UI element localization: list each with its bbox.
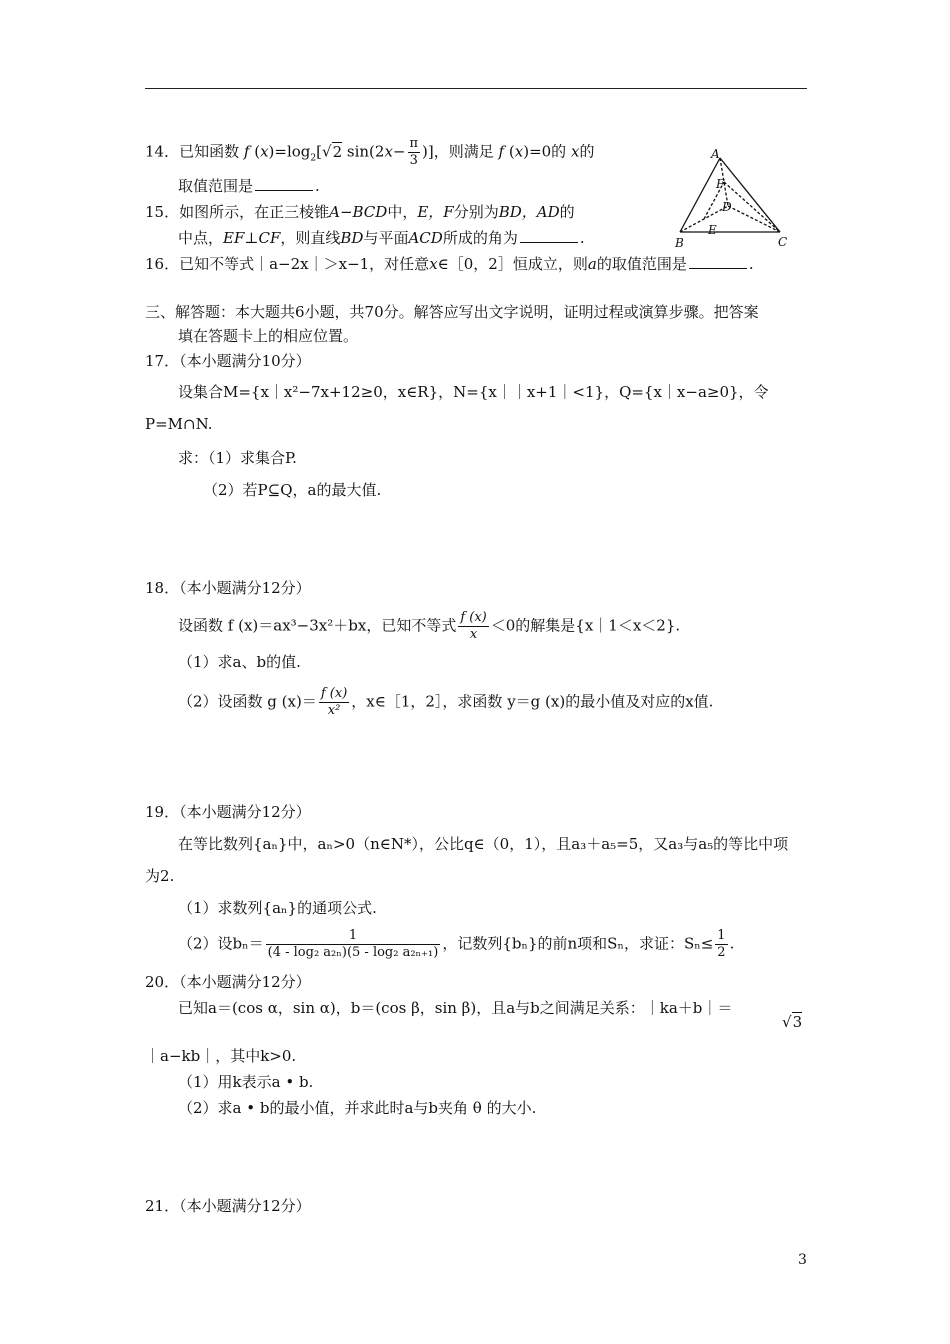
q20-line4: （2）求a • b的最小值，并求此时a与b夹角 θ 的大小. xyxy=(178,1099,537,1117)
answer-blank xyxy=(689,254,747,269)
section3-line1: 三、解答题：本大题共6小题，共70分。解答应写出文字说明，证明过程或演算步骤。把答案 xyxy=(145,303,759,321)
q17-line2: P=M∩N. xyxy=(145,415,213,433)
header-rule xyxy=(145,88,807,89)
label-b: B xyxy=(675,236,684,250)
answer-blank xyxy=(520,228,578,243)
q18-line1: 设函数 f (x)＝ax³−3x²＋bx，已知不等式 $\frac{f (x)}{x}$ ＜0的解集是{x｜1＜x＜2}. xyxy=(178,610,681,642)
q19-head: 19．（本小题满分12分） xyxy=(145,803,311,821)
edge-cd xyxy=(728,206,780,232)
q20-head: 20．（本小题满分12分） xyxy=(145,973,311,991)
label-d: D xyxy=(722,200,732,214)
q19-line2: 为2. xyxy=(145,867,175,885)
q18-line2: （1）求a、b的值. xyxy=(178,653,301,671)
pyramid-figure xyxy=(670,148,800,258)
q17-line3: 求：（1）求集合P. xyxy=(178,449,297,467)
f-over-x-squared: $\frac{f (x)}{\text{x²}}$ xyxy=(320,686,348,718)
bn-fraction: $\frac{1}{\text{(4 - log₂ a₂ₙ)(5 - log₂ a₂ₙ₊₁)}}$ xyxy=(267,928,439,960)
q20-line3: （1）用k表示a • b. xyxy=(178,1073,314,1091)
q19-line3: （1）求数列{aₙ}的通项公式. xyxy=(178,899,377,917)
q19-line1: 在等比数列{aₙ}中，aₙ>0（n∈N*），公比q∈（0，1），且a₃＋a₅=5，又a₃与a₅的等比中项 xyxy=(178,835,789,853)
q18-line3: （2）设函数 g (x)＝ $\frac{f (x)}{\text{x²}}$ ，x∈［1，2］，求函数 y＝g (x)的最小值及对应的x值. xyxy=(178,686,714,718)
q14-line1: 14．已知函数 f $(x)=\log_2[√2$ sin(2x− $\frac{\pi}{3}$ )]，则满足 f (x)=0的 x的 xyxy=(145,136,595,168)
q17-line4: （2）若P⊆Q，a的最大值. xyxy=(203,481,382,499)
q18-head: 18．（本小题满分12分） xyxy=(145,579,311,597)
q17-head: 17．（本小题满分10分） xyxy=(145,352,311,370)
label-a: A xyxy=(711,148,720,161)
q15-line2: 中点，EF⊥CF，则直线BD与平面ACD所成的角为 . xyxy=(178,229,585,247)
q20-line2: ｜a−kb｜，其中k>0. xyxy=(145,1047,297,1065)
q14-line2: 取值范围是 . xyxy=(178,177,320,195)
section3-line2: 填在答题卡上的相应位置。 xyxy=(178,327,359,345)
q20-sqrt3: √3 xyxy=(782,1013,803,1031)
q17-line1: 设集合M={x｜x²−7x+12≥0，x∈R}，N={x｜｜x+1｜<1}，Q={x｜x−a≥0}，令 xyxy=(178,383,769,401)
one-half: $\frac{1}{2}$ xyxy=(717,928,726,960)
page-number: 3 xyxy=(798,1252,807,1268)
q19-line4: （2）设bₙ＝ $\frac{1}{\text{(4 - log₂ a₂ₙ)(5 - log₂ a₂ₙ₊₁)}}$ ，记数列{bₙ}的前n项和Sₙ，求证：Sₙ≤ $\frac{1}{2}$ . xyxy=(178,928,735,960)
label-c: C xyxy=(778,235,788,249)
label-e: E xyxy=(708,223,717,237)
edge-ac xyxy=(720,158,780,232)
answer-blank xyxy=(255,176,313,191)
q21-head: 21．（本小题满分12分） xyxy=(145,1197,311,1215)
pi-over-3: $\frac{\pi}{3}$ xyxy=(409,136,419,168)
f-over-x: $\frac{f (x)}{x}$ xyxy=(460,610,487,642)
segment-cf xyxy=(724,182,780,232)
q15-line1: 15．如图所示，在正三棱锥A−BCD中，E，F分别为BD，AD的 xyxy=(145,203,575,221)
label-f: F xyxy=(716,177,725,191)
q16-line: 16．已知不等式｜a−2x｜＞x−1，对任意x∈［0，2］恒成立，则a的取值范围是 . xyxy=(145,255,754,273)
q20-line1: 已知a＝(cos α，sin α)，b＝(cos β，sin β)，且a与b之间满足关系：｜ka＋b｜＝ xyxy=(178,999,733,1017)
